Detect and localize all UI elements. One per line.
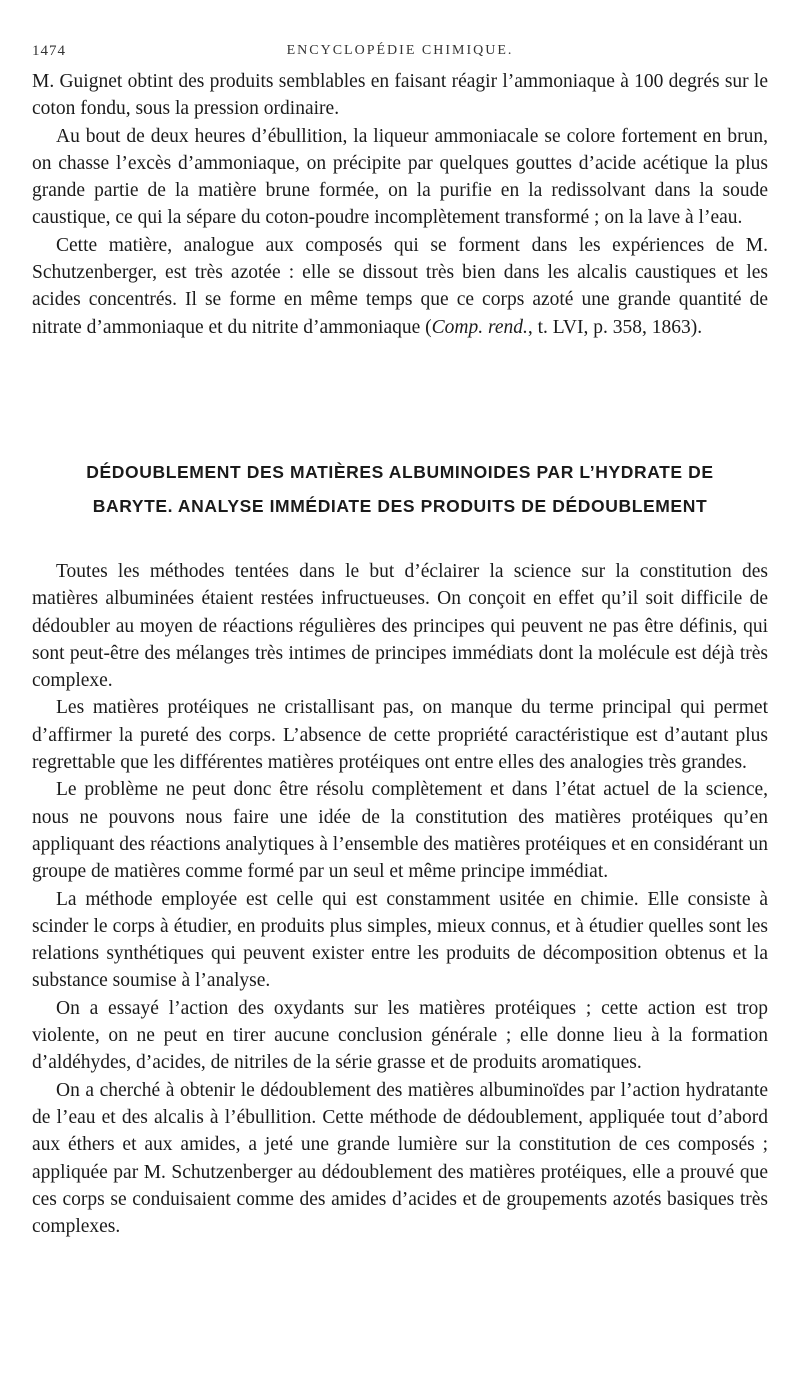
paragraph: Au bout de deux heures d’ébullition, la liqueur ammoniacale se colore fortement en brun, on chasse l’excès d’ammoniaque, on précipite par quelques gouttes d’acide acétique la plus grande partie de la matière brune formée, on la purifie en la redissolvant dans la soude caustique, ce qui la sépare du coton-poudre incomplètement transformé ; on la lave à l’eau.	[32, 125, 768, 229]
running-title: ENCYCLOPÉDIE CHIMIQUE.	[286, 43, 514, 58]
paragraph: On a cherché à obtenir le dédoublement des matières albuminoïdes par l’action hydratante de l’eau et des alcalis à l’ébullition. Cette méthode de dédoublement, appliquée tout d’abord aux éthers et aux amides, a jeté une grande lumière sur la constitution de ces composés ; appliquée par M. Schutzenberger au dédoublement des matières protéiques, elle a prouvé que ces corps se conduisaient comme des amides d’acides et de groupements azotés basiques très complexes.	[32, 1079, 768, 1238]
paragraph: Toutes les méthodes tentées dans le but d’éclairer la science sur la constitution des matières albuminées étaient restées infructueuses. On conçoit en effet qu’il soit difficile de dédoubler au moyen de réactions régulières des principes qui peuvent ne pas être définis, qui sont peut-être des mélanges très intimes de principes immédiats dont la molécule est déjà très complexe.	[32, 561, 768, 692]
paragraph-text: , t. LVI, p. 358, 1863).	[527, 316, 703, 338]
paragraph-text: Cette matière, analogue aux composés qui se forment dans les expériences de M. Schutzenberger, est très azotée : elle se dissout très bien dans les alcalis caustiques et les acides concentrés. Il se forme en même temps que ce corps azoté une grande quantité de nitrate d’ammoniaque et du nitrite d’ammoniaque (	[32, 234, 768, 338]
main-text-block	[32, 558, 768, 1240]
paragraph: Le problème ne peut donc être résolu complètement et dans l’état actuel de la science, nous ne pouvons nous faire une idée de la constitution des matières protéiques qu’en appliquant des réactions analytiques à l’ensemble des matières protéiques et en considérant un groupe de matières comme formé par un seul et même principe immédiat.	[32, 779, 768, 883]
paragraph: On a essayé l’action des oxydants sur les matières protéiques ; cette action est trop violente, on ne peut en tirer aucune conclusion générale ; elle donne lieu à la formation d’aldéhydes, d’acides, de nitriles de la série grasse et de produits aromatiques.	[32, 997, 768, 1074]
section-heading-line-1: DÉDOUBLEMENT DES MATIÈRES ALBUMINOIDES PAR L’HYDRATE DE	[86, 462, 714, 482]
paragraph: M. Guignet obtint des produits semblables en faisant réagir l’ammoniaque à 100 degrés sur le coton fondu, sous la pression ordinaire.	[32, 71, 768, 120]
page-number: 1474	[32, 43, 66, 59]
paragraph-schutzenberger	[32, 232, 768, 341]
section-heading	[32, 455, 768, 523]
top-text-block	[32, 68, 768, 341]
paragraph: La méthode employée est celle qui est constamment usitée en chimie. Elle consiste à scinder le corps à étudier, en produits plus simples, mieux connus, et à étudier quelles sont les relations synthétiques qui peuvent exister entre les produits de décomposition obtenus et la substance soumise à l’analyse.	[32, 888, 768, 992]
section-heading-line-2: BARYTE. ANALYSE IMMÉDIATE DES PRODUITS DE DÉDOUBLEMENT	[92, 496, 708, 516]
citation: Comp. rend.	[431, 316, 528, 338]
paragraph: Les matières protéiques ne cristallisant pas, on manque du terme principal qui permet d’affirmer la pureté des corps. L’absence de cette propriété caractéristique est d’autant plus regrettable que les différentes matières protéiques ont entre elles des analogies très grandes.	[32, 697, 768, 774]
running-head	[32, 40, 768, 62]
